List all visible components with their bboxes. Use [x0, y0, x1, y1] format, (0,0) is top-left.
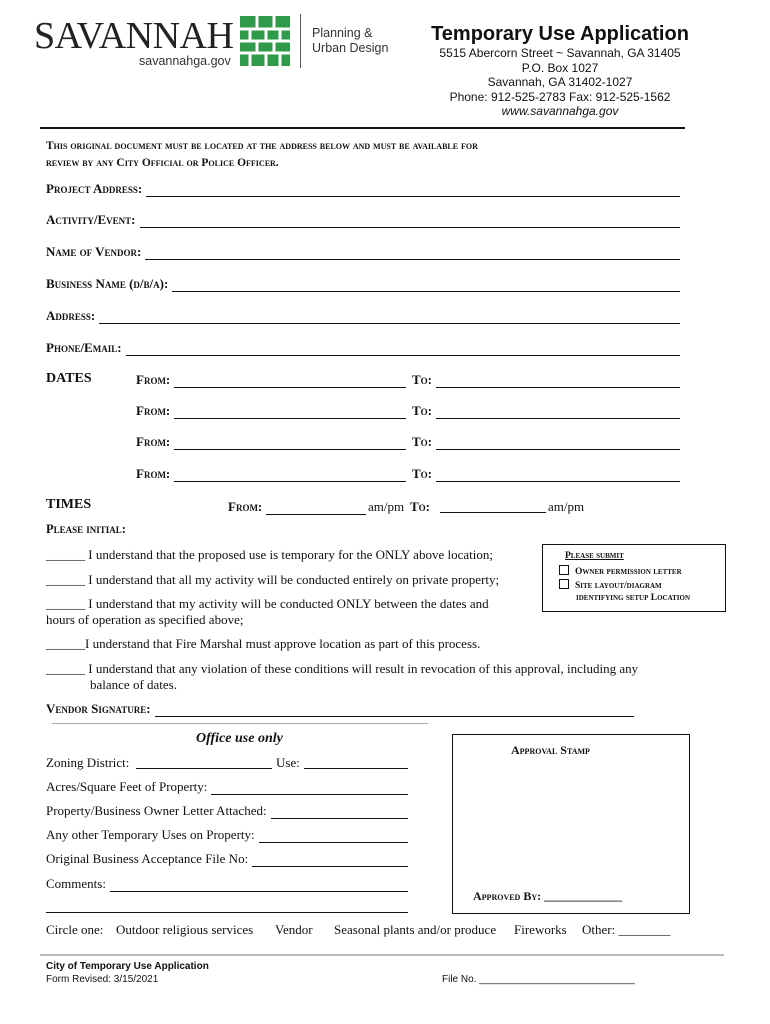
please-initial-heading: Please initial: — [46, 522, 126, 536]
use-label: Use: — [276, 755, 300, 770]
submit-item-owner-letter — [559, 565, 682, 577]
vendor-signature-field[interactable] — [46, 701, 634, 717]
circle-one-label: Circle one: — [46, 922, 104, 937]
checkbox-icon[interactable] — [559, 579, 569, 589]
approval-stamp-label: Approval Stamp — [511, 743, 590, 757]
initial-item-dates-hours[interactable]: ______ I understand that my activity will be conducted ONLY between the dates and — [46, 596, 489, 611]
date-to-field[interactable] — [412, 434, 680, 450]
date-to-field[interactable] — [412, 372, 680, 388]
footer-file-no[interactable]: File No. ____________________________ — [442, 974, 635, 985]
date-to-label: To: — [412, 434, 433, 449]
option-outdoor-religious[interactable]: Outdoor religious services — [116, 922, 254, 937]
date-from-label: From: — [136, 466, 171, 481]
header-rule — [40, 127, 685, 129]
address-line2: P.O. Box 1027 — [521, 60, 599, 75]
other-uses-field[interactable] — [46, 827, 408, 843]
logo-url: savannahga.gov — [139, 54, 231, 68]
submit-site-label: Site layout/diagram — [575, 581, 662, 591]
date-from-field[interactable] — [136, 466, 406, 482]
website-link[interactable]: www.savannahga.gov — [501, 104, 619, 118]
phone-email-field[interactable] — [46, 340, 680, 356]
time-from-label: From: — [228, 499, 263, 514]
logo-wordmark: SAVANNAH — [34, 15, 234, 57]
approved-by-label[interactable]: Approved By: _____________ — [473, 889, 623, 903]
date-to-label: To: — [412, 466, 433, 481]
acceptance-field[interactable] — [46, 851, 408, 867]
dept-line2: Urban Design — [312, 41, 389, 55]
date-from-label: From: — [136, 372, 171, 387]
checkbox-icon[interactable] — [559, 565, 569, 575]
option-vendor[interactable]: Vendor — [275, 922, 313, 937]
date-to-label: To: — [412, 403, 433, 418]
notice-line1: This original document must be located at the address below and must be available for — [46, 140, 478, 152]
owner-letter-field[interactable] — [46, 803, 408, 819]
initial-item-temporary[interactable]: ______ I understand that the proposed use is temporary for the ONLY above location; — [46, 547, 493, 562]
address-line3: Savannah, GA 31402-1027 — [487, 75, 633, 89]
initial-item-violation[interactable]: ______ I understand that any violation of these conditions will result in revocation of this approval, including any — [46, 661, 639, 676]
footer-form-name: City of Temporary Use Application — [46, 961, 209, 972]
date-to-label: To: — [412, 372, 433, 387]
logo-grid-mark — [240, 16, 290, 66]
business-name-label: Business Name (d/b/a): — [46, 276, 169, 291]
time-to-line[interactable] — [440, 500, 546, 513]
option-seasonal-plants[interactable]: Seasonal plants and/or produce — [334, 922, 497, 937]
owner-letter-label: Property/Business Owner Letter Attached: — [46, 803, 267, 818]
please-submit-title: Please submit — [565, 551, 624, 561]
address-label: Address: — [46, 308, 96, 323]
initial-item-violation-cont: balance of dates. — [90, 677, 177, 692]
acres-label: Acres/Square Feet of Property: — [46, 779, 208, 794]
zoning-district-line[interactable] — [136, 756, 272, 769]
notice-line2: review by any City Official or Police Officer. — [46, 157, 279, 169]
dept-line1: Planning & — [312, 26, 373, 40]
footer-revised: Form Revised: 3/15/2021 — [46, 974, 159, 985]
initial-item-private-property[interactable]: ______ I understand that all my activity will be conducted entirely on private property; — [46, 572, 500, 587]
phone-fax: Phone: 912-525-2783 Fax: 912-525-1562 — [449, 89, 671, 104]
page-title: Temporary Use Application — [431, 23, 689, 45]
submit-owner-label: Owner permission letter — [575, 567, 682, 577]
times-label: TIMES — [46, 497, 92, 512]
submit-item-site-layout-cont: identifying setup Location — [576, 593, 691, 603]
address-field[interactable] — [46, 308, 680, 324]
time-to-ampm: am/pm — [548, 499, 585, 514]
option-other[interactable]: Other: ________ — [582, 922, 671, 937]
comments-field[interactable] — [46, 876, 408, 892]
header-block — [420, 22, 700, 119]
vendor-name-label: Name of Vendor: — [46, 244, 142, 259]
address-line1: 5515 Abercorn Street ~ Savannah, GA 31405 — [439, 46, 681, 60]
vendor-signature-label: Vendor Signature: — [46, 701, 151, 716]
acres-field[interactable] — [46, 779, 408, 795]
savannah-logo — [34, 14, 394, 74]
date-to-field[interactable] — [412, 466, 680, 482]
time-to-label: To: — [410, 499, 431, 514]
use-line[interactable] — [304, 756, 408, 769]
submit-item-site-layout — [559, 579, 662, 591]
date-from-field[interactable] — [136, 372, 406, 388]
initial-item-dates-hours-cont: hours of operation as specified above; — [46, 612, 244, 627]
acceptance-label: Original Business Acceptance File No: — [46, 851, 249, 866]
comments-line-2[interactable] — [46, 900, 408, 913]
logo-divider — [300, 14, 301, 68]
phone-email-label: Phone/Email: — [46, 340, 122, 355]
date-from-label: From: — [136, 403, 171, 418]
project-address-field[interactable] — [46, 181, 680, 197]
date-from-field[interactable] — [136, 434, 406, 450]
comments-label: Comments: — [46, 876, 106, 891]
dates-label: DATES — [46, 371, 92, 386]
vendor-name-field[interactable] — [46, 244, 680, 260]
activity-event-label: Activity/Event: — [46, 212, 136, 227]
time-from-ampm: am/pm — [368, 499, 405, 514]
option-fireworks[interactable]: Fireworks — [514, 922, 567, 937]
initial-item-fire-marshal[interactable]: ______I understand that Fire Marshal must approve location as part of this process. — [46, 636, 481, 651]
project-address-label: Project Address: — [46, 181, 143, 196]
activity-event-field[interactable] — [46, 212, 680, 228]
office-use-title: Office use only — [196, 731, 283, 746]
approval-stamp-box — [452, 734, 690, 914]
time-from-field[interactable] — [228, 499, 366, 515]
business-name-field[interactable] — [46, 276, 680, 292]
zoning-district-label: Zoning District: — [46, 755, 130, 770]
date-from-label: From: — [136, 434, 171, 449]
signature-divider — [52, 723, 428, 724]
please-submit-box — [542, 544, 726, 612]
footer-rule — [40, 954, 724, 956]
date-to-field[interactable] — [412, 403, 680, 419]
other-uses-label: Any other Temporary Uses on Property: — [46, 827, 255, 842]
date-from-field[interactable] — [136, 403, 406, 419]
